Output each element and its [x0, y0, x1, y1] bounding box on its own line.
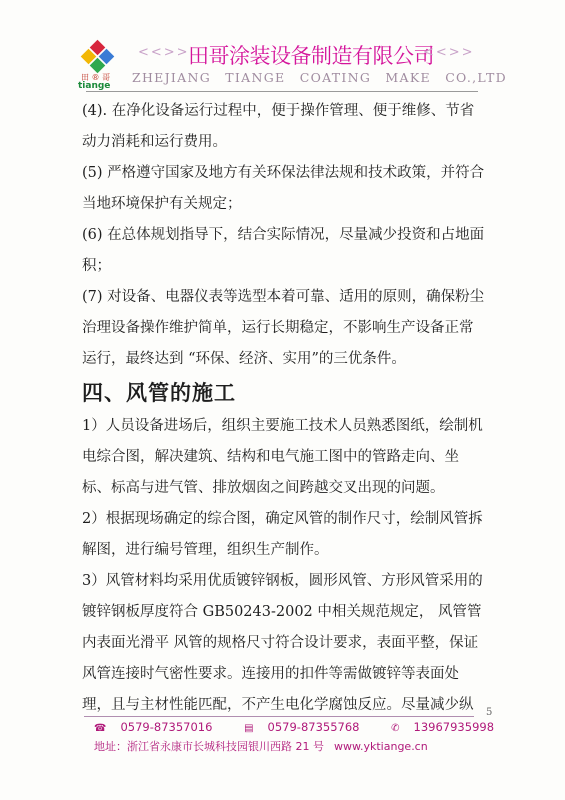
paragraph-4: (4). 在净化设备运行过程中，便于操作管理、便于维修、节省动力消耗和运行费用。: [82, 103, 475, 150]
phone-contact: [94, 720, 226, 734]
address: 地址：浙江省永康市长城科技园银川西路 21 号: [94, 740, 324, 753]
company-name-en: ZHEJIANG TIANGE COATING MAKE CO.,LTD: [132, 70, 507, 85]
letterhead: [0, 0, 565, 100]
logo-top-text: 田 ® 哥: [81, 73, 111, 82]
fax-number: 0579-87355768: [267, 720, 360, 734]
phone-number: 0579-87357016: [120, 720, 213, 734]
section-paragraph-3: 3）风管材料均采用优质镀锌钢板，圆形风管、方形风管采用的镀锌钢板厚度符合 GB50243-2002 中相关规范规定， 风管管内表面光滑平 风管的规格尺寸符合设计要求，表面平整，保证风管连接时气密性要求。连接用的扣件等需做镀锌等表面处理，且与主材性能匹配，不产生电化学腐蚀反应。尽量减少纵: [82, 573, 483, 713]
footer-divider: [84, 716, 474, 717]
header-arrows-left: <<>>: [138, 45, 190, 60]
paragraph-5: (5) 严格遵守国家及地方有关环保法律法规和技术政策，并符合当地环境保护有关规定；: [82, 165, 485, 212]
section-paragraph-1: 1）人员设备进场后，组织主要施工技术人员熟悉图纸，绘制机电综合图，解决建筑、结构和电气施工图中的管路走向、坐标、标高与进气管、排放烟囱之间跨越交叉出现的问题。: [82, 418, 483, 496]
logo-brand-text: tiange: [78, 81, 111, 91]
section-paragraph-2: 2）根据现场确定的综合图，确定风管的制作尺寸，绘制风管拆解图，进行编号管理，组织生产制作。: [82, 511, 483, 558]
fax-icon: ▤: [244, 723, 254, 734]
paragraph-6: (6) 在总体规划指导下，结合实际情况，尽量减少投资和占地面积；: [82, 227, 485, 274]
footer-contacts: [94, 720, 522, 734]
page-number: 5: [486, 707, 493, 718]
footer-address-line: [94, 738, 428, 754]
mobile-contact: [391, 720, 508, 734]
paragraph-7: (7) 对设备、电器仪表等选型本着可靠、适用的原则，确保粉尘治理设备操作维护简单，运行长期稳定，不影响生产设备正常运行，最终达到 “环保、经济、实用”的三优条件。: [82, 289, 485, 367]
header-arrows-right: <<>>: [423, 45, 475, 60]
company-name-cn: 田哥涂装设备制造有限公司: [188, 44, 434, 68]
mobile-number: 13967935998: [413, 720, 495, 734]
company-logo: [78, 42, 118, 92]
mobile-icon: ✆: [391, 723, 400, 734]
header-divider: [86, 91, 478, 92]
fax-contact: [244, 720, 373, 734]
section-heading: 四、风管的施工: [82, 381, 236, 405]
website-link[interactable]: www.yktiange.cn: [334, 740, 428, 753]
document-body: [82, 96, 487, 721]
phone-icon: ☎: [94, 723, 107, 734]
